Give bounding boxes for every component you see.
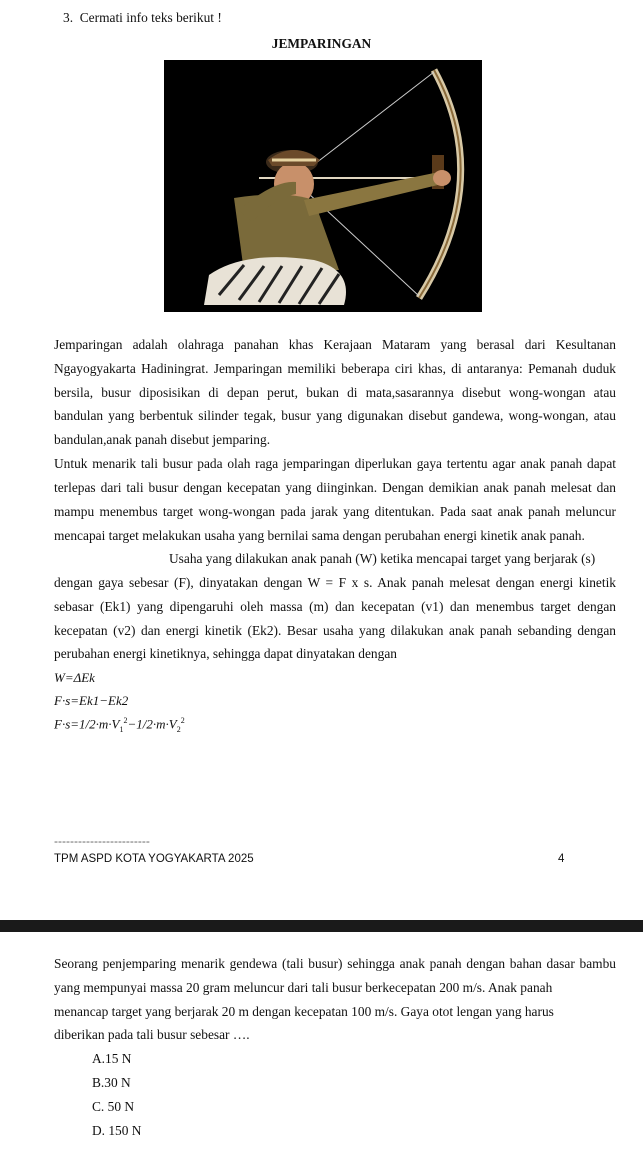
page-number: 4 (558, 853, 565, 865)
option-c[interactable]: C. 50 N (92, 1099, 135, 1114)
archer-illustration (164, 60, 482, 312)
paragraph1-line: Ngayogyakarta Hadiningrat. Jemparingan memiliki beberapa ciri khas, di antaranya: Pemanah duduk (54, 361, 616, 376)
paragraph3-line: Usaha yang dilakukan anak panah (W) ketika mencapai target yang berjarak (s) (169, 551, 596, 566)
instruction-text: Cermati info teks berikut ! (79, 10, 222, 25)
paragraph3-line: kecepatan (v2) dan energi kinetik (Ek2). Besar usaha yang dilakukan anak panah sebanding dengan (54, 623, 616, 638)
paragraph3-line: perubahan energi kinetiknya, sehingga dapat dinyatakan dengan (54, 646, 397, 661)
question-text-line: diberikan pada tali busur sebesar …. (54, 1027, 250, 1042)
formula-subscript: 1 (119, 724, 124, 734)
paragraph2-line: mampu menembus target wong-wongan pada jarak yang ditentukan. Pada saat anak panah meluncur (54, 504, 616, 519)
footer-label: TPM ASPD KOTA YOGYAKARTA 2025 (54, 853, 254, 865)
footer-separator: ------------------------ (54, 834, 150, 848)
formula-expanded (54, 716, 185, 734)
paragraph1-line: bandulan,anak panah disebut jemparing. (54, 432, 271, 447)
paragraph1-line: Jemparingan adalah olahraga panahan khas Kerajaan Mataram yang berasal dari Kesultanan (54, 337, 616, 352)
article-title: JEMPARINGAN (271, 36, 372, 51)
formula-part: F·s=1/2·m·V (54, 716, 120, 732)
formula-superscript: 2 (180, 716, 185, 725)
question-text-line: yang mempunyai massa 20 gram meluncur dari tali busur berkecepatan 200 m/s. Anak panah (54, 980, 553, 995)
paragraph1-line: bersila, busur diposisikan di depan perut, bukan di mata,sasarannya disebut wong-wongan atau (54, 385, 616, 400)
formula-superscript: 2 (123, 716, 128, 725)
paragraph1-line: bandulan yang berbentuk silinder tegak, busur yang digunakan disebut gandewa, wong-wongan, atau (54, 408, 616, 423)
question-number: 3. (63, 10, 74, 25)
formula-subscript: 2 (176, 724, 181, 734)
paragraph2-line: mencapai target melakukan usaha yang bernilai sama dengan perubahan energi kinetik anak panah. (54, 528, 585, 543)
page-break-divider (0, 920, 643, 932)
question-instruction (63, 10, 222, 26)
option-a[interactable]: A.15 N (92, 1051, 132, 1066)
question-text-line: Seorang penjemparing menarik gendewa (tali busur) sehingga anak panah dengan bahan dasar bambu (54, 956, 616, 971)
archer-kneeling-with-bow-icon (164, 60, 482, 312)
option-b[interactable]: B.30 N (92, 1075, 131, 1090)
paragraph2-line: Untuk menarik tali busur pada olah raga jemparingan diperlukan gaya tertentu agar anak panah dapat (54, 456, 616, 471)
option-d[interactable]: D. 150 N (92, 1123, 142, 1138)
paragraph3-line: sebasar (Ek1) yang dipengaruhi oleh massa (m) dan kecepatan (v1) dan menembus target dengan (54, 599, 616, 614)
paragraph3-line: dengan gaya sebesar (F), dinyatakan dengan W = F x s. Anak panah melesat dengan energi kinetik (54, 575, 616, 590)
formula-force-distance: F·s=Ek1−Ek2 (54, 693, 129, 708)
question-text-line: menancap target yang berjarak 20 m dengan kecepatan 100 m/s. Gaya otot lengan yang harus (54, 1004, 554, 1019)
paragraph2-line: terlepas dari tali busur dengan kecepatan yang diinginkan. Dengan demikian anak panah melesat dan (54, 480, 616, 495)
formula-work-energy: W=ΔEk (54, 670, 95, 685)
formula-part: −1/2·m·V (127, 716, 177, 732)
